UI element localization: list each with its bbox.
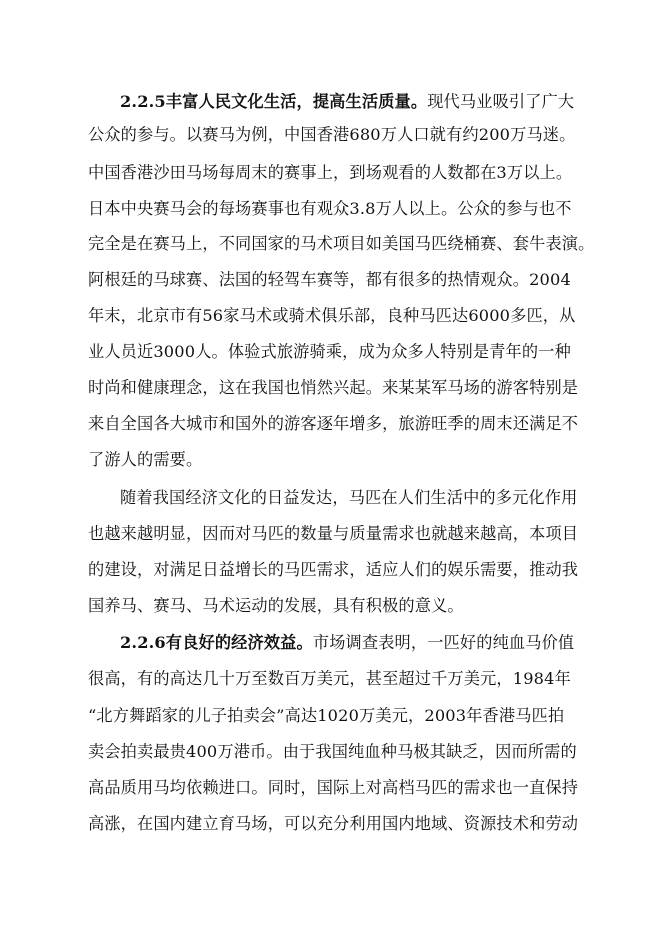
paragraph-line: 国养马、赛马、马术运动的发展，具有积极的意义。 (88, 596, 464, 615)
paragraph-line: 的建设，对满足日益增长的马匹需求，适应人们的娱乐需要，推动我 (88, 560, 579, 579)
paragraph-line: 也越来越明显，因而对马匹的数量与质量需求也就越来越高，本项目 (88, 524, 579, 543)
paragraph-line: 年末，北京市有56家马术或骑术俱乐部，良种马匹达6000多匹，从 (88, 306, 576, 325)
paragraph-line: 日本中央赛马会的每场赛事也有观众3.8万人以上。公众的参与也不 (88, 199, 572, 218)
paragraph-line (120, 633, 640, 653)
paragraph-line: 完全是在赛马上，不同国家的马术项目如美国马匹绕桶赛、套牛表演。 (88, 234, 595, 253)
paragraph-line: 了游人的需要。 (88, 450, 203, 469)
paragraph-line (120, 92, 640, 112)
paragraph-line: 随着我国经济文化的日益发达，马匹在人们生活中的多元化作用 (120, 488, 578, 507)
paragraph-line: 阿根廷的马球赛、法国的轻驾车赛等，都有很多的热情观众。2004 (88, 270, 571, 289)
line-text: 现代马业吸引了广大 (427, 92, 575, 111)
section-heading-2-2-6: 2.2.6有良好的经济效益。 (120, 633, 313, 652)
paragraph-line: 高品质用马均依赖进口。同时，国际上对高档马匹的需求也一直保持 (88, 778, 579, 797)
paragraph-line: 公众的参与。以赛马为例，中国香港680万人口就有约200万马迷。 (88, 125, 576, 144)
paragraph-line: 业人员近3000人。体验式旅游骑乘，成为众多人特别是青年的一种 (88, 342, 571, 361)
paragraph-line: 很高，有的高达几十万至数百万美元，甚至超过千万美元，1984年 (88, 669, 571, 688)
paragraph-line: 时尚和健康理念，这在我国也悄然兴起。来某某军马场的游客特别是 (88, 378, 579, 397)
paragraph-line: 卖会拍卖最贵400万港币。由于我国纯血种马极其缺乏，因而所需的 (88, 742, 577, 761)
line-text: 市场调查表明，一匹好的纯血马价值 (312, 633, 575, 652)
paragraph-line: “北方舞蹈家的儿子拍卖会”高达1020万美元，2003年香港马匹拍 (88, 706, 565, 725)
paragraph-line: 高涨，在国内建立育马场，可以充分利用国内地域、资源技术和劳动 (88, 814, 579, 833)
section-heading-2-2-5: 2.2.5丰富人民文化生活，提高生活质量。 (120, 92, 428, 111)
paragraph-line: 中国香港沙田马场每周末的赛事上，到场观看的人数都在3万以上。 (88, 163, 573, 182)
paragraph-line: 来自全国各大城市和国外的游客逐年增多，旅游旺季的周末还满足不 (88, 414, 579, 433)
